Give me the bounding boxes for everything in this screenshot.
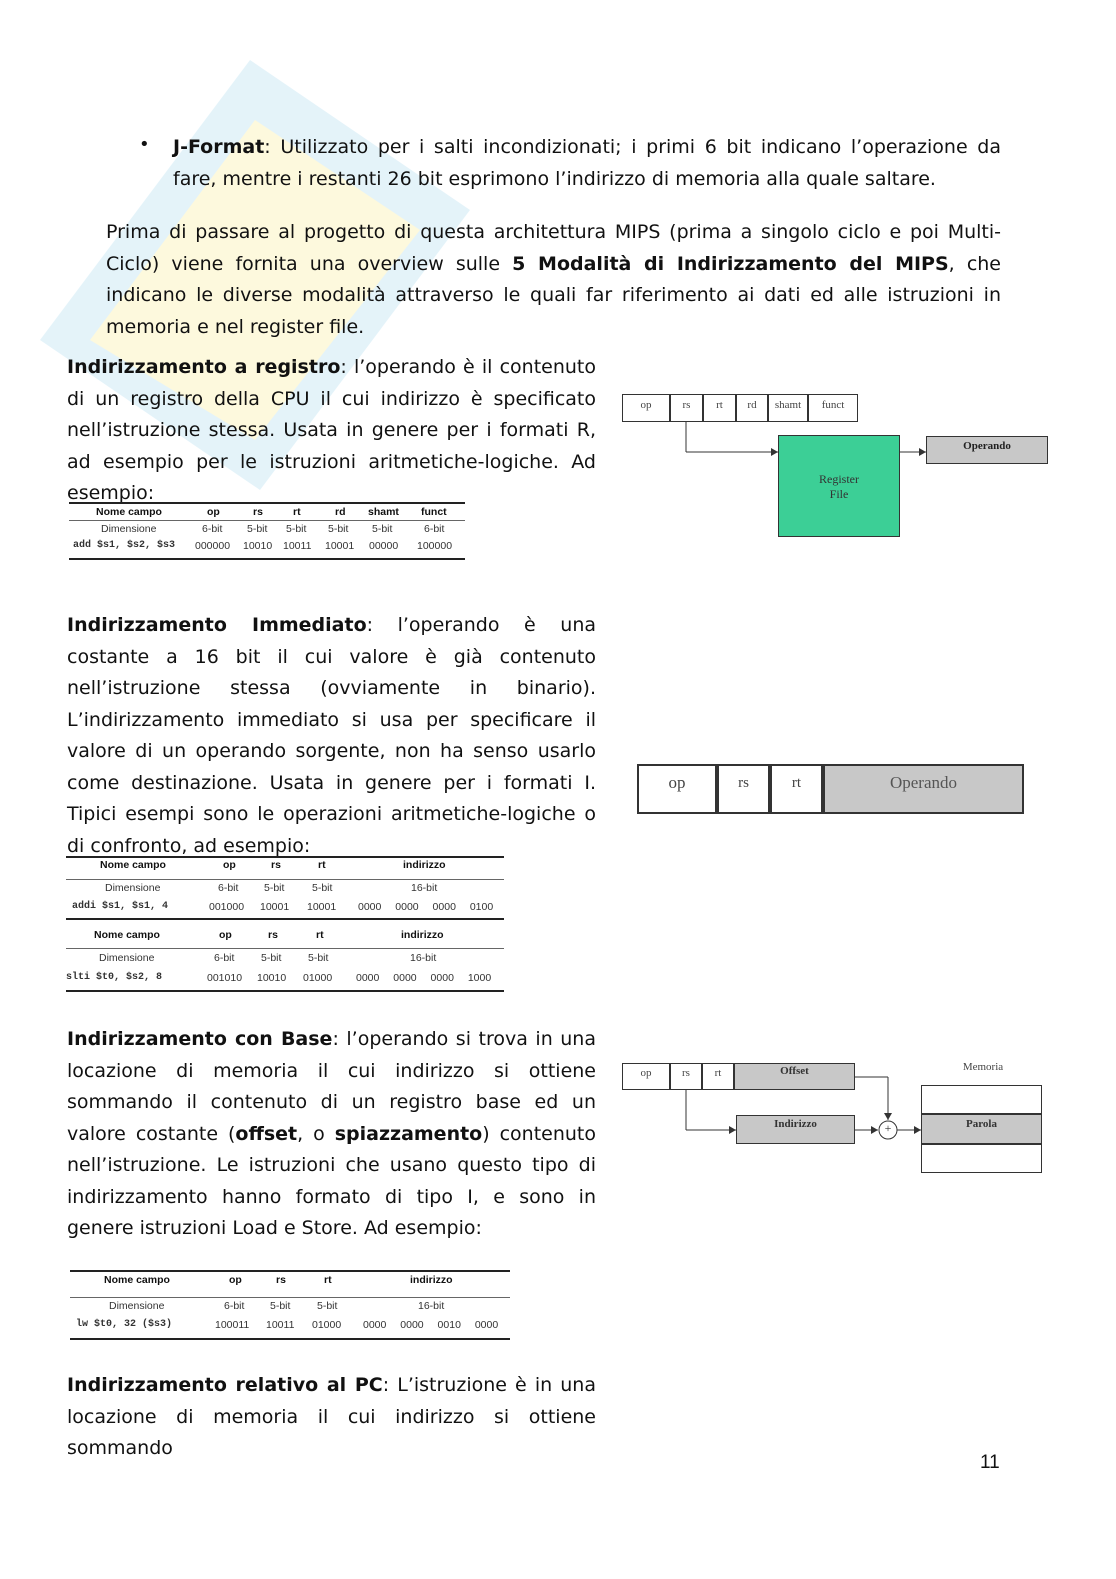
table-cell: 5-bit (286, 523, 307, 535)
field-rd: rd (736, 394, 768, 422)
base-title: Indirizzamento con Base (67, 1028, 333, 1050)
table-cell: Nome campo (104, 1274, 170, 1286)
field-shamt: shamt (768, 394, 808, 422)
registro-text: : l’operando è il contenuto di un registro della CPU il cui indirizzo è specificato nell’istruzione stessa. Usata in genere per i formati R, ad esempio per le istruzioni aritmetiche-logiche. Ad esempio: (67, 356, 596, 504)
operand-box: Operando (926, 436, 1048, 464)
table-cell: indirizzo (410, 1274, 453, 1286)
table-cell: 00000 (369, 540, 399, 552)
pc-text: : L’istruzione è in una locazione di memoria il cui indirizzo si ottiene sommando (67, 1374, 596, 1459)
table-cell: 5-bit (312, 882, 333, 894)
table-cell: 001010 (207, 972, 243, 984)
field-rt: rt (703, 394, 736, 422)
table-cell: 10011 (266, 1319, 295, 1331)
operand-field: Operando (823, 764, 1024, 814)
table-cell: rd (335, 506, 346, 518)
bullet-symbol: • (139, 134, 150, 155)
table-cell: 0000 0000 0010 0000 (363, 1319, 499, 1331)
base-text-2: , o (297, 1122, 335, 1145)
pc-title: Indirizzamento relativo al PC (67, 1374, 383, 1396)
table-cell: add $s1, $s2, $s3 (73, 540, 176, 551)
registro-title: Indirizzamento a registro (67, 356, 341, 378)
table-cell: 5-bit (261, 952, 282, 964)
table-cell: 100000 (417, 540, 453, 552)
base-bold-spiazzamento: spiazzamento (334, 1122, 483, 1145)
table-cell: op (207, 506, 220, 518)
table-cell: 10011 (283, 540, 312, 552)
table-cell: 16-bit (411, 882, 438, 894)
table-cell: Dimensione (105, 882, 161, 894)
table-cell: indirizzo (401, 929, 444, 941)
immediato-text: : l’operando è una costante a 16 bit il cui valore è già contenuto nell’istruzione stessa (ovviamente in binario). L’indirizzamento immediato si usa per specificare il valore di un operando sorgente, non ha senso usarlo come destinazione. Usata in genere per i formati I. Tipici esempi sono le operazioni aritmetiche-logiche o di confronto, ad esempio: (67, 614, 596, 857)
table-cell: addi $s1, $s1, 4 (72, 901, 169, 912)
field-op: op (637, 764, 717, 814)
table-cell: 6-bit (214, 952, 235, 964)
offset-field: Offset (734, 1063, 855, 1090)
pc-paragraph (67, 1370, 596, 1465)
table-cell: 6-bit (224, 1300, 245, 1312)
immediato-title: Indirizzamento Immediato (67, 614, 367, 636)
table-cell: 01000 (303, 972, 333, 984)
address-box: Indirizzo (736, 1115, 855, 1144)
field-rs: rs (717, 764, 770, 814)
table-cell: rs (268, 929, 278, 941)
memory-label: Memoria (962, 1061, 1004, 1073)
base-bold-offset: offset (235, 1122, 298, 1145)
table-cell: 5-bit (247, 523, 268, 535)
intro-text-1: Prima di passare al progetto di questa architettura MIPS (prima a singolo ciclo e poi Multi-Ciclo) viene fornita una overview sulle (106, 221, 1001, 275)
table-cell: 6-bit (202, 523, 223, 535)
jformat-term: J-Format (173, 136, 265, 158)
table-cell: 5-bit (270, 1300, 291, 1312)
base-table (70, 1270, 510, 1342)
memory-cell-top (921, 1085, 1042, 1114)
table-cell: 000000 (195, 540, 231, 552)
table-cell: 5-bit (328, 523, 349, 535)
memory-cell-bottom (921, 1144, 1042, 1173)
table-cell: 100011 (215, 1319, 250, 1331)
table-cell: 5-bit (264, 882, 285, 894)
table-cell: 01000 (312, 1319, 342, 1331)
field-rt: rt (770, 764, 823, 814)
table-cell: rs (253, 506, 263, 518)
jformat-text: : Utilizzato per i salti incondizionati; i primi 6 bit indicano l’operazione da fare, mentre i restanti 26 bit esprimono l’indirizzo di memoria alla quale saltare. (173, 136, 1001, 190)
intro-bold: 5 Modalità di Indirizzamento del MIPS (512, 252, 949, 275)
table-cell: slti $t0, $s2, 8 (66, 972, 163, 983)
table-cell: 6-bit (424, 523, 445, 535)
field-op: op (622, 394, 670, 422)
intro-text-2: , che indicano le diverse modalità attraverso le quali far riferimento ai dati ed alle istruzioni in memoria e nel register file. (106, 252, 1001, 338)
table-cell: op (219, 929, 232, 941)
table-cell: 5-bit (308, 952, 329, 964)
table-cell: rt (293, 506, 301, 518)
table-cell: indirizzo (403, 859, 446, 871)
table-cell: 10010 (243, 540, 273, 552)
table-cell: Nome campo (100, 859, 166, 871)
table-cell: Nome campo (96, 506, 162, 518)
table-cell: op (223, 859, 236, 871)
table-cell: shamt (368, 506, 399, 518)
table-cell: Dimensione (101, 523, 157, 535)
table-cell: rs (271, 859, 281, 871)
table-cell: 5-bit (317, 1300, 338, 1312)
field-rt: rt (702, 1063, 734, 1090)
base-text-3: ) contenuto nell’istruzione. Le istruzioni che usano questo tipo di indirizzamento hanno formato di tipo I, e sono in genere istruzioni Load e Store. Ad esempio: (67, 1122, 596, 1239)
register-file-label-2: File (829, 487, 849, 501)
table-cell: 10001 (325, 540, 355, 552)
table-cell: rs (276, 1274, 286, 1286)
field-op: op (622, 1063, 670, 1090)
table-cell: op (229, 1274, 242, 1286)
table-cell: Dimensione (109, 1300, 165, 1312)
table-cell: 0000 0000 0000 1000 (356, 972, 492, 984)
table-cell: 10001 (260, 901, 290, 913)
field-rs: rs (670, 1063, 702, 1090)
table-cell: 5-bit (372, 523, 393, 535)
table-cell: rt (324, 1274, 332, 1286)
page-number: 11 (980, 1452, 1000, 1473)
table-cell: rt (318, 859, 326, 871)
table-cell: 16-bit (410, 952, 437, 964)
word-cell: Parola (921, 1114, 1042, 1144)
table-cell: funct (421, 506, 447, 518)
base-text-1: : l’operando si trova in una locazione di memoria il cui indirizzo si ottiene sommando il contenuto di un registro base ed un valore costante ( (67, 1028, 596, 1145)
table-cell: 10010 (257, 972, 287, 984)
field-rs: rs (670, 394, 703, 422)
table-cell: Nome campo (94, 929, 160, 941)
plus-sign: + (884, 1121, 892, 1135)
table-cell: rt (316, 929, 324, 941)
table-cell: 6-bit (218, 882, 239, 894)
register-file-label-1: Register (819, 472, 859, 486)
table-cell: 16-bit (418, 1300, 445, 1312)
table-cell: 10001 (307, 901, 337, 913)
table-cell: lw $t0, 32 ($s3) (76, 1319, 173, 1330)
table-cell: 001000 (209, 901, 245, 913)
field-funct: funct (808, 394, 858, 422)
table-cell: 0000 0000 0000 0100 (358, 901, 494, 913)
table-cell: Dimensione (99, 952, 155, 964)
